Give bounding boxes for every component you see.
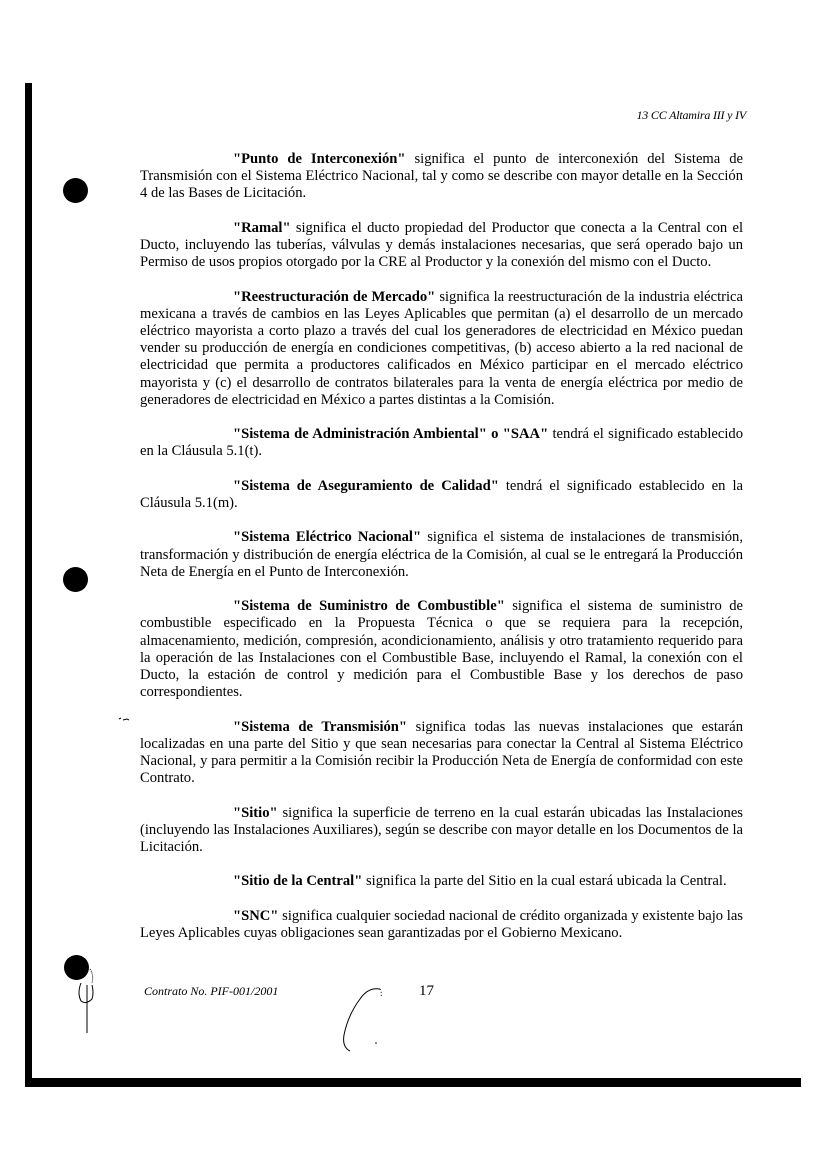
handwritten-signature <box>338 985 388 1055</box>
punch-hole-icon <box>63 178 88 203</box>
definition-text: significa cualquier sociedad nacional de crédito organizada y existente bajo las Leyes Aplicables cuyas obligaciones sean garantizadas por el Gobierno Mexicano. <box>140 907 743 941</box>
definition-text: significa la superficie de terreno en la cual estarán ubicadas las Instalaciones (incluyendo las Instalaciones Auxiliares), según se describe con mayor detalle en los Documentos de la Licitación. <box>140 804 743 855</box>
definition-term: "Sitio" <box>233 804 278 821</box>
page-number: 17 <box>419 983 434 999</box>
definition-paragraph <box>140 719 743 788</box>
definition-term: "Sistema de Aseguramiento de Calidad" <box>233 477 499 494</box>
definition-paragraph <box>140 908 743 942</box>
scan-border-bottom <box>25 1078 801 1087</box>
definition-term: "Sistema de Transmisión" <box>233 718 408 735</box>
definition-text: tendrá el significado establecido en la Cláusula 5.1(t). <box>140 426 743 460</box>
scan-speck <box>118 716 132 722</box>
definition-term: "Sistema Eléctrico Nacional" <box>233 529 422 546</box>
definition-text: significa todas las nuevas instalaciones que estarán localizadas en una parte del Sitio y que sean necesarias para conectar la Central al Sistema Eléctrico Nacional, y para permitir a la Comisión recibir la Producción Neta de Energía de conformidad con este Contrato. <box>140 718 743 787</box>
definition-paragraph <box>140 478 743 512</box>
definition-text: significa el punto de interconexión del Sistema de Transmisión con el Sistema Eléctrico Nacional, tal y como se describe con mayor detalle en la Sección 4 de las Bases de Licitación. <box>140 151 743 202</box>
definition-text: significa la reestructuración de la industria eléctrica mexicana a través de cambios en las Leyes Aplicables que permitan (a) el desarrollo de un mercado eléctrico mayorista a corto plazo a través del cual los generadores de electricidad en México puedan vender su producción de energía en condiciones competitivas, (b) acceso abierto a la red nacional de electricidad que permita a productores calificados en México participar en el mercado eléctrico mayorista y (c) el desarrollo de contratos bilaterales para la venta de energía eléctrica por medio de generadores de electricidad en México a partes distintas a la Comisión. <box>140 288 743 408</box>
definition-paragraph <box>140 529 743 581</box>
definition-term: "Punto de Interconexión" <box>233 151 406 167</box>
definition-paragraph <box>140 598 743 701</box>
definition-paragraph <box>140 151 743 203</box>
definition-term: "Sitio de la Central" <box>233 873 363 890</box>
document-header-reference: 13 CC Altamira III y IV <box>636 108 746 122</box>
definitions-body <box>140 151 743 959</box>
handwritten-initial-mark <box>72 963 102 1043</box>
definition-paragraph <box>140 220 743 272</box>
footer-contract-number: Contrato No. PIF-001/2001 <box>144 984 279 998</box>
definition-paragraph <box>140 873 743 890</box>
definition-text: tendrá el significado establecido en la Cláusula 5.1(m). <box>140 477 743 511</box>
definition-text: significa el sistema de suministro de combustible especificado en la Propuesta Técnica o que se requiera para la recepción, almacenamiento, medición, compresión, acondicionamiento, análisis y otro tratamiento requerido para la operación de las Instalaciones con el Combustible Base, incluyendo el Ramal, la conexión con el Ducto, la estación de control y medición para el Combustible Base y los derechos de paso correspondientes. <box>140 598 743 701</box>
definition-paragraph <box>140 805 743 857</box>
definition-paragraph <box>140 426 743 460</box>
definition-text: significa el sistema de instalaciones de transmisión, transformación y distribución de energía eléctrica de la Comisión, al cual se le entregará la Producción Neta de Energía en el Punto de Interconexión. <box>140 529 744 580</box>
definition-term: "SNC" <box>233 907 279 924</box>
scan-border-left <box>25 83 32 1087</box>
punch-hole-icon <box>63 567 88 592</box>
definition-text: significa el ducto propiedad del Productor que conecta a la Central con el Ducto, incluyendo las tuberías, válvulas y demás instalaciones necesarias, que será operado bajo un Permiso de usos propios otorgado por la CRE al Productor y la conexión del mismo con el Ducto. <box>140 219 743 271</box>
definition-text: significa la parte del Sitio en la cual estará ubicada la Central. <box>362 873 727 890</box>
definition-term: "Ramal" <box>233 219 291 236</box>
definition-term: "Sistema de Suministro de Combustible" <box>233 598 505 615</box>
definition-term: "Sistema de Administración Ambiental" o "SAA" <box>233 426 549 443</box>
definition-term: "Reestructuración de Mercado" <box>233 288 436 305</box>
definition-paragraph <box>140 289 743 409</box>
